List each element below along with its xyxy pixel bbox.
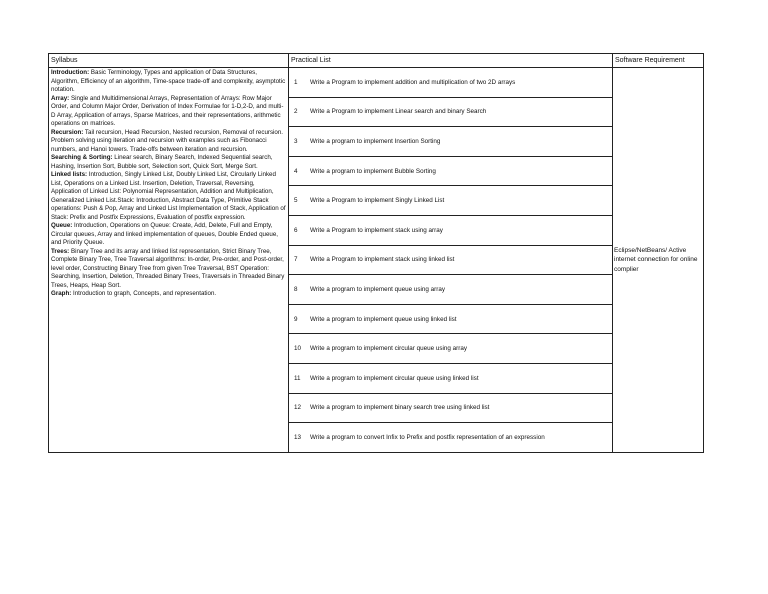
practical-item xyxy=(289,68,613,98)
syllabus-section xyxy=(51,248,286,291)
practical-text: Write a program to implement circular queue using array xyxy=(310,345,468,353)
practical-text: Write a Program to implement Singly Linked List xyxy=(310,197,445,205)
syllabus-section xyxy=(51,95,286,129)
practical-text: Write a Program to implement addition and multiplication of two 2D arrays xyxy=(310,78,516,86)
practical-text: Write a Program to implement stack using linked list xyxy=(310,256,455,264)
practical-number: 13 xyxy=(294,433,302,441)
software-requirement-cell: Eclipse/NetBeans/ Active internet connection for online complier xyxy=(613,68,704,453)
practical-item xyxy=(289,127,613,157)
practical-number: 4 xyxy=(294,167,298,175)
syllabus-section-text: Introduction, Operations on Queue: Create, Add, Delete, Full and Empty, Circular queues, Array and linked implementation of queues, Double Ended queue, and Priority Queue. xyxy=(51,222,279,246)
header-software-requirement: Software Requirement xyxy=(613,54,704,68)
syllabus-table xyxy=(48,53,704,453)
syllabus-section-heading: Array: xyxy=(51,94,70,102)
practical-item xyxy=(289,97,613,127)
syllabus-section-text: Linear search, Binary Search, Indexed Sequential search, Hashing, Insertion Sort, Bubble sort, Selection sort, Quick Sort, Merge Sort. xyxy=(51,154,273,170)
syllabus-section-text: Introduction to graph, Concepts, and representation. xyxy=(71,290,217,297)
header-row xyxy=(49,54,704,68)
syllabus-section xyxy=(51,290,286,299)
practical-number: 8 xyxy=(294,285,298,293)
practical-item xyxy=(289,156,613,186)
syllabus-section-heading: Graph: xyxy=(51,290,72,297)
practical-number: 7 xyxy=(294,256,298,264)
practical-text: Write a program to implement binary search tree using linked list xyxy=(310,404,490,412)
syllabus-section xyxy=(51,222,286,248)
practical-text: Write a program to implement queue using array xyxy=(310,285,445,293)
practical-number: 5 xyxy=(294,197,298,205)
syllabus-section-heading: Queue: xyxy=(51,222,73,229)
practical-item xyxy=(289,215,613,245)
syllabus-section-heading: Recursion: xyxy=(51,128,84,136)
practical-text: Write a program to convert Infix to Prefix and postfix representation of an expression xyxy=(310,433,545,441)
syllabus-section-heading: Linked lists: xyxy=(51,171,88,178)
header-practical-list: Practical List xyxy=(289,54,613,68)
practical-number: 1 xyxy=(294,78,298,86)
practical-item xyxy=(289,334,613,364)
syllabus-section xyxy=(51,69,286,95)
syllabus-section xyxy=(51,171,286,222)
practical-item xyxy=(289,275,613,305)
practical-number: 11 xyxy=(294,374,301,382)
practical-item xyxy=(289,363,613,393)
syllabus-section-text: Basic Terminology, Types and application of Data Structures, Algorithm, Efficiency of an algorithm, Time-space trade-off and complexity, asymptotic notation. xyxy=(51,69,286,93)
practical-item xyxy=(289,423,613,453)
syllabus-section-heading: Introduction: xyxy=(51,69,90,76)
practical-item xyxy=(289,186,613,216)
practical-number: 3 xyxy=(294,137,298,145)
syllabus-section-heading: Trees: xyxy=(51,247,70,255)
practical-text: Write a Program to implement Linear search and binary Search xyxy=(310,108,487,116)
syllabus-section-text: Binary Tree and its array and linked list representation, Strict Binary Tree, Complete Binary Tree, Tree Traversal algorithms: In-order, Pre-order, and Post-order, level order, Constructing Binary Tree from given Tree Traversal, BST Operation: Searching, Insertion, Deletion, Threaded Binary Trees, Traversals in Threaded Binary Trees, Heaps, Heap Sort. xyxy=(51,247,285,289)
syllabus-section-heading: Searching & Sorting: xyxy=(51,154,113,161)
practical-item xyxy=(289,393,613,423)
practical-text: Write a Program to implement stack using array xyxy=(310,226,443,234)
practical-text: Write a program to implement Insertion Sorting xyxy=(310,137,441,145)
practical-text: Write a program to implement queue using linked list xyxy=(310,315,457,323)
syllabus-cell xyxy=(49,68,289,453)
practical-number: 9 xyxy=(294,315,298,323)
practical-number: 10 xyxy=(294,345,302,353)
syllabus-section-text: Single and Multidimensional Arrays, Representation of Arrays: Row Major Order, and Column Major Order, Derivation of Index Formulae for 1-D,2-D, and multi-D Array, Application of arrays, Sparse Matrices, and their representations, arithmetic operations on matrices. xyxy=(51,94,284,127)
practical-item xyxy=(289,304,613,334)
syllabus-section xyxy=(51,154,286,171)
syllabus-section xyxy=(51,129,286,155)
header-syllabus: Syllabus xyxy=(49,54,289,68)
syllabus-section-text: Tail recursion, Head Recursion, Nested recursion, Removal of recursion. Problem solving using iteration and recursion with examples such as Fibonacci numbers, and Hanoi towers. Trade-offs between iteration and recursion. xyxy=(51,128,284,153)
practical-number: 2 xyxy=(294,108,298,116)
practical-number: 6 xyxy=(294,226,298,234)
practical-text: Write a program to implement Bubble Sorting xyxy=(310,167,436,175)
table-row xyxy=(49,68,704,98)
practical-item xyxy=(289,245,613,275)
practical-text: Write a program to implement circular queue using linked list xyxy=(310,374,479,382)
syllabus-section-text: Introduction, Singly Linked List, Doubly Linked List, Circularly Linked List, Operations on a Linked List. Insertion, Deletion, Traversal, Reversing, Application of Linked List: Polynomial Representation, Addition and Multiplication, Generalized Linked List.Stack: Introduction, Abstract Data Type, Primitive Stack operations: Push & Pop, Array and Linked List Implementation of Stack, Application of Stack: Prefix and Postfix Expressions, Evaluation of postfix expression. xyxy=(51,171,286,221)
practical-number: 12 xyxy=(294,404,302,412)
